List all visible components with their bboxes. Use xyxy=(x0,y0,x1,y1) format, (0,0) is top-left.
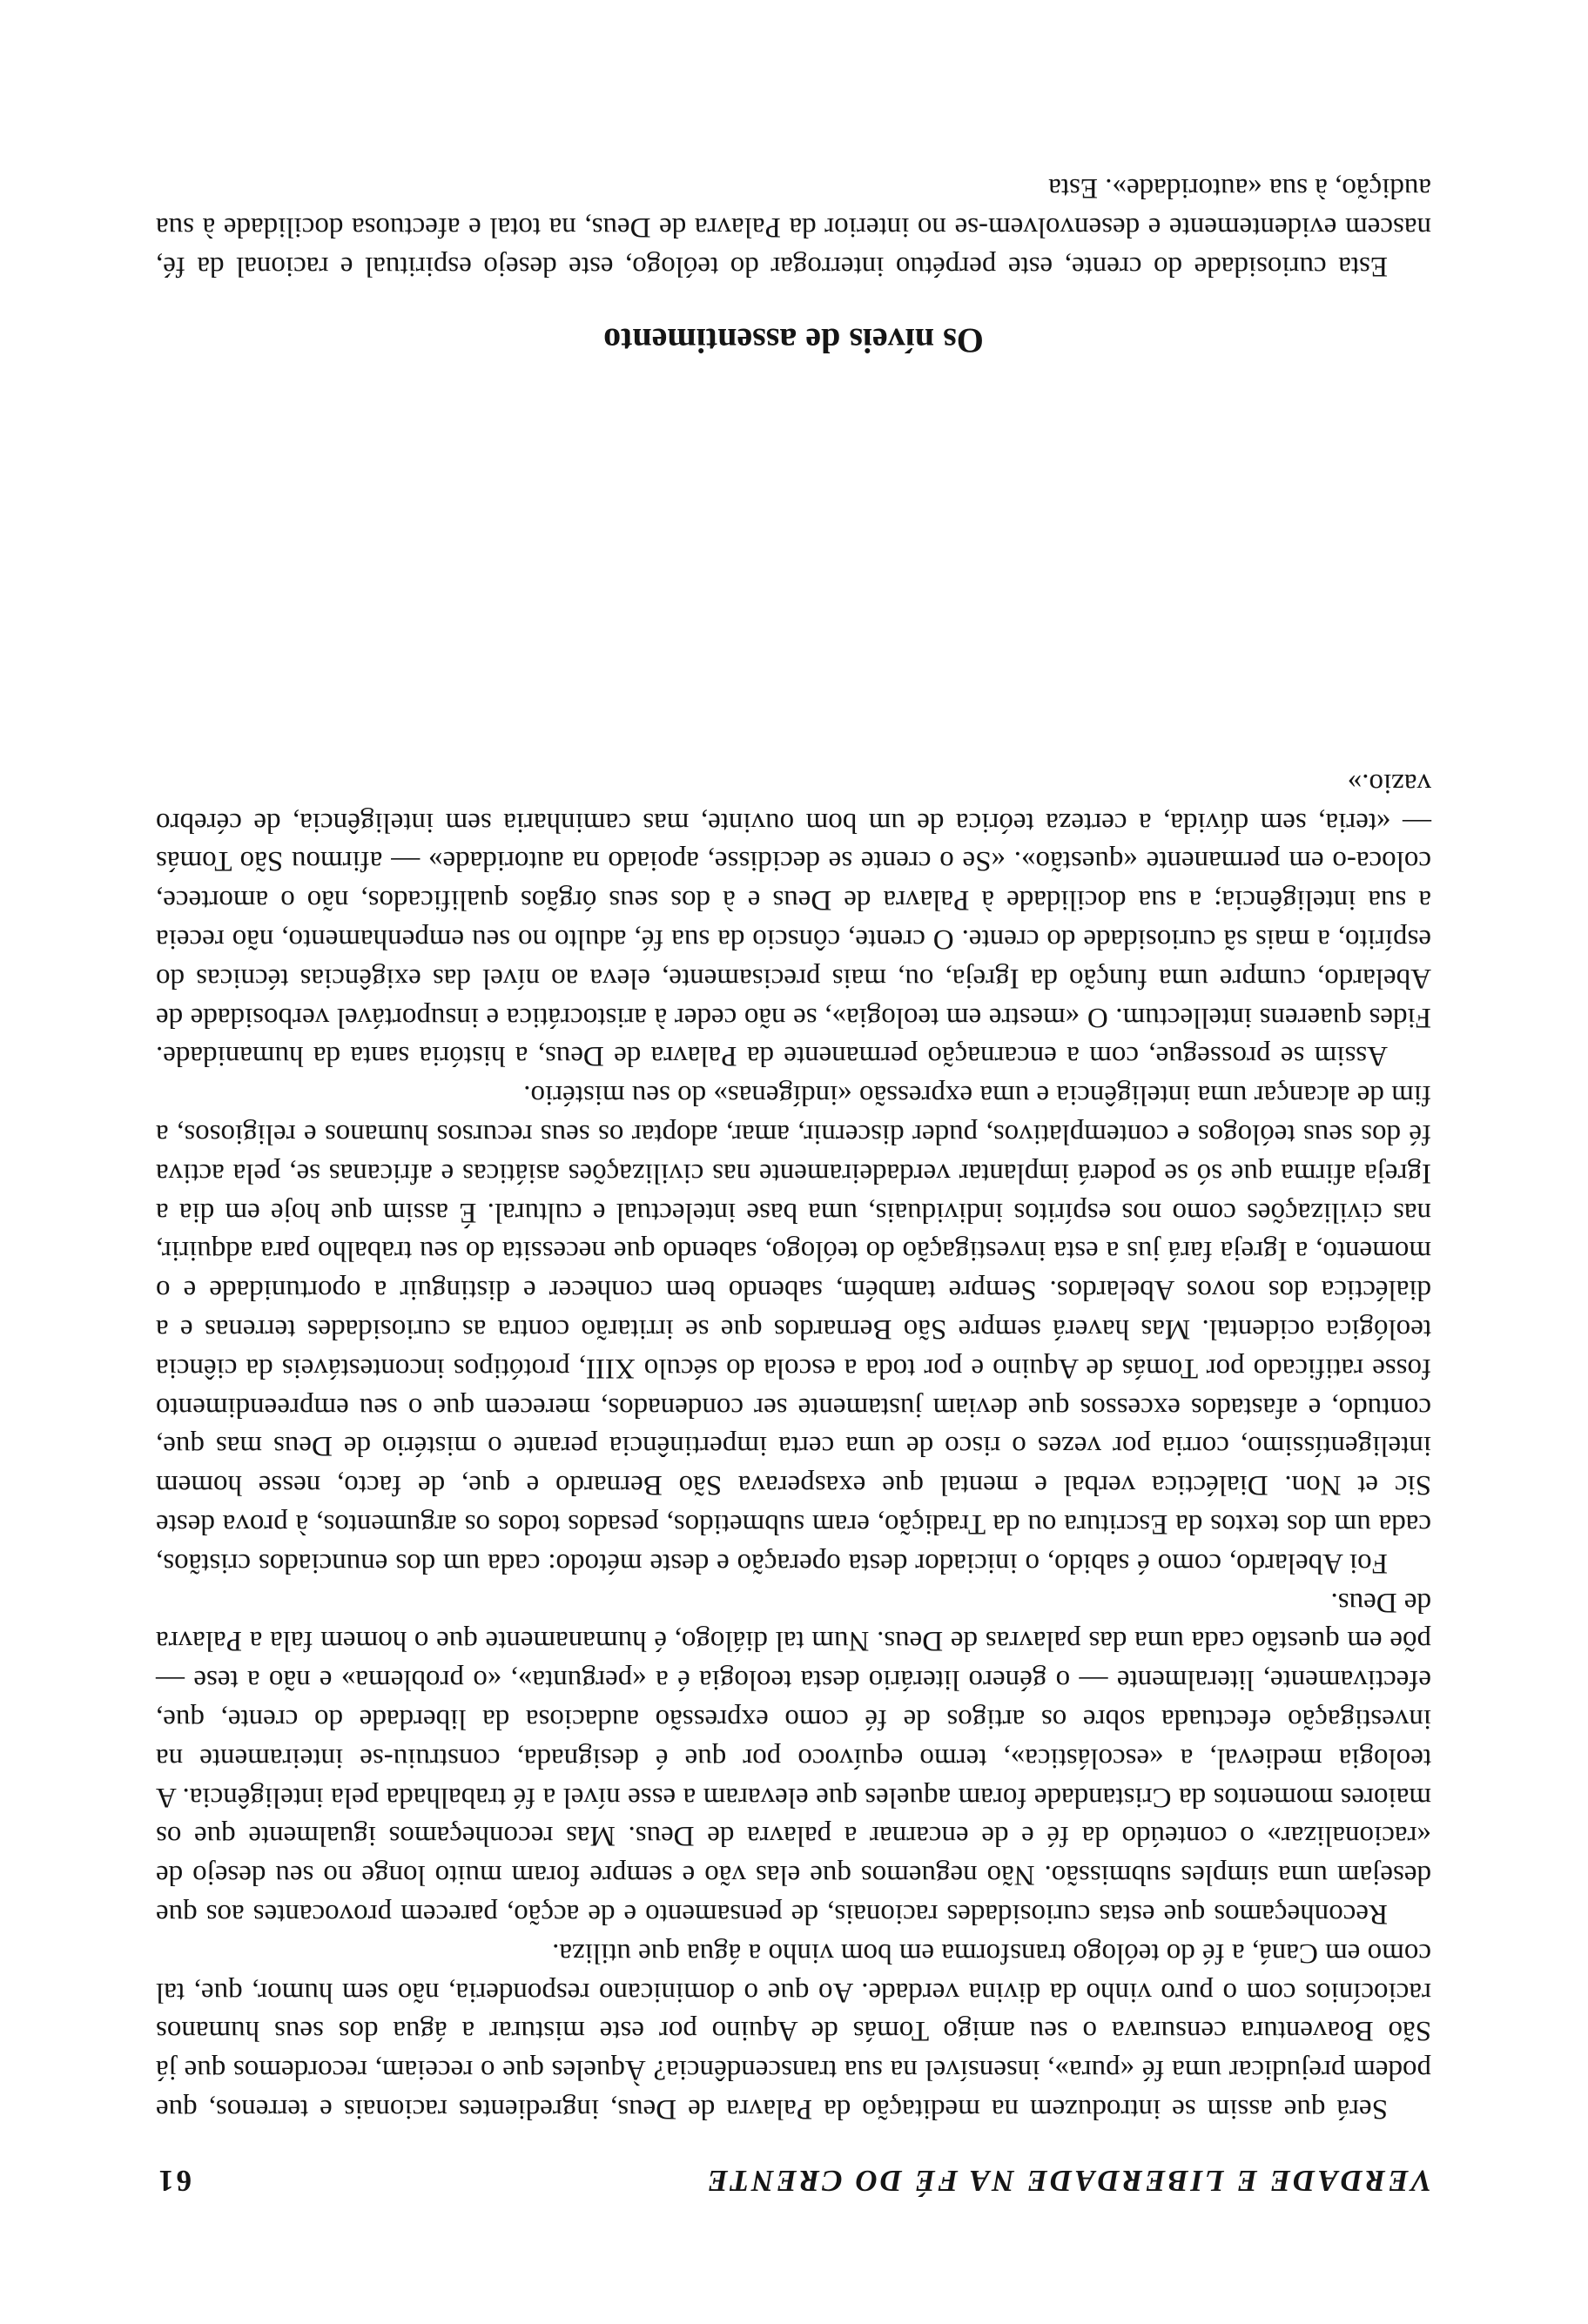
paragraph-3: Foi Abelardo, como é sabido, o iniciador desta operação e deste método: cada um dos enunciados cristãos, cada um dos textos da Escritura ou da Tradição, eram submetidos, pesados todos os argumentos, à prova deste Sic et Non. Dialéctica verbal e mental que exasperava São Bernardo e que, de facto, nesse homem inteligentíssimo, corria por vezes o risco de uma certa impertinência perante o mistério de Deus mas que, contudo, e afastados excessos que deviam justamente ser condenados, merecem que o seu empreendimento fosse ratificado por Tomás de Aquino e por toda a escola do século XIII, protótipos incontestáveis da ciência teológica ocidental. Mas haverá sempre São Bernardos que se irritarão contra as curiosidades terrenas e a dialéctica dos novos Abelardos. Sempre também, sabendo bem conhecer e distinguir a oportunidade e o momento, a Igreja fará jus a esta investigação do teólogo, sabendo que necessita do seu trabalho para adquirir, nas civilizações como nos espíritos individuais, uma base intelectual e cultural. É assim que hoje em dia a Igreja afirma que só se poderá implantar verdadeiramente nas civilizações asiáticas e africanas se, pela activa fé dos seus teólogos e contemplativos, puder discernir, amar, adoptar os seus recursos humanos e religiosos, a fim de alcançar uma inteligência e uma expressão «indígenas» do seu mistério. xyxy=(156,1079,1431,1579)
paragraph-4: Assim se prossegue, com a encarnação permanente da Palavra de Deus, a história santa da humanidade. Fides quaerens intellectum. O «mestre em teologia», se não ceder à aristocrática e insuportável verbosidade de Abelardo, cumpre uma função da Igreja, ou, mais precisamente, eleva ao nível das exigências técnicas do espírito, a mais sã curiosidade do crente. O crente, cônscio da sua fé, adulto no seu empenhamento, não receia a sua inteligência; a sua docilidade à Palavra de Deus e à dos seus órgãos qualificados, não o amortece, coloca-o em permanente «questão». «Se o crente se decidisse, apoiado na autoridade» — afirmou São Tomás — «teria, sem dúvida, a certeza teórica de um bom ouvinte, mas caminharia sem inteligência, de cérebro vazio.» xyxy=(156,767,1431,1072)
section-text xyxy=(156,169,1431,285)
main-text xyxy=(156,763,1431,2128)
section-heading: Os níveis de assentimento xyxy=(603,321,984,360)
running-title: VERDADE E LIBERDADE NA FÉ DO CRENTE xyxy=(704,2164,1431,2198)
running-header xyxy=(156,2146,1431,2198)
paragraph-1: Será que assim se introduzem na meditação da Palavra de Deus, ingredientes racionais e terrenos, que podem prejudicar uma fé «pura», insensível na sua transcendência? Àqueles que o receiam, recordemos que já São Boaventura censurava o seu amigo Tomás de Aquino por este misturar a água dos seus humanos raciocínios com o puro vinho da divina verdade. Ao que o dominicano responderia, não sem humor, que, tal como em Caná, a fé do teólogo transforma em bom vinho a água que utiliza. xyxy=(156,1937,1431,2125)
paragraph-5: Esta curiosidade do crente, este perpétuo interrogar do teólogo, este desejo espiritual e racional da fé, nascem evidentemente e desenvolvem-se no interior da Palavra de Deus, na total e afectuosa docilidade à sua audição, à sua «autoridade». Esta xyxy=(156,172,1431,282)
paragraph-2: Reconheçamos que estas curiosidades racionais, de pensamento e de acção, parecem provocantes aos que desejam uma simples submissão. Não neguemos que elas vão e sempre foram muito longe no seu desejo de «racionalizar» o conteúdo da fé e de encarnar a palavra de Deus. Mas reconheçamos igualmente que os maiores momentos da Cristandade foram aqueles que elevaram a esse nível a fé trabalhada pela inteligência. A teologia medieval, a «escolástica», termo equívoco por que é designada, construiu-se inteiramente na investigação efectuada sobre os artigos de fé como expressão audaciosa da liberdade do crente, que, efectivamente, literalmente — o género literário desta teologia é a «pergunta», «o problema» e não a tese — põe em questão cada uma das palavras de Deus. Num tal diálogo, é humanamente que o homem fala a Palavra de Deus. xyxy=(156,1586,1431,1931)
page-number: 61 xyxy=(156,2164,192,2198)
